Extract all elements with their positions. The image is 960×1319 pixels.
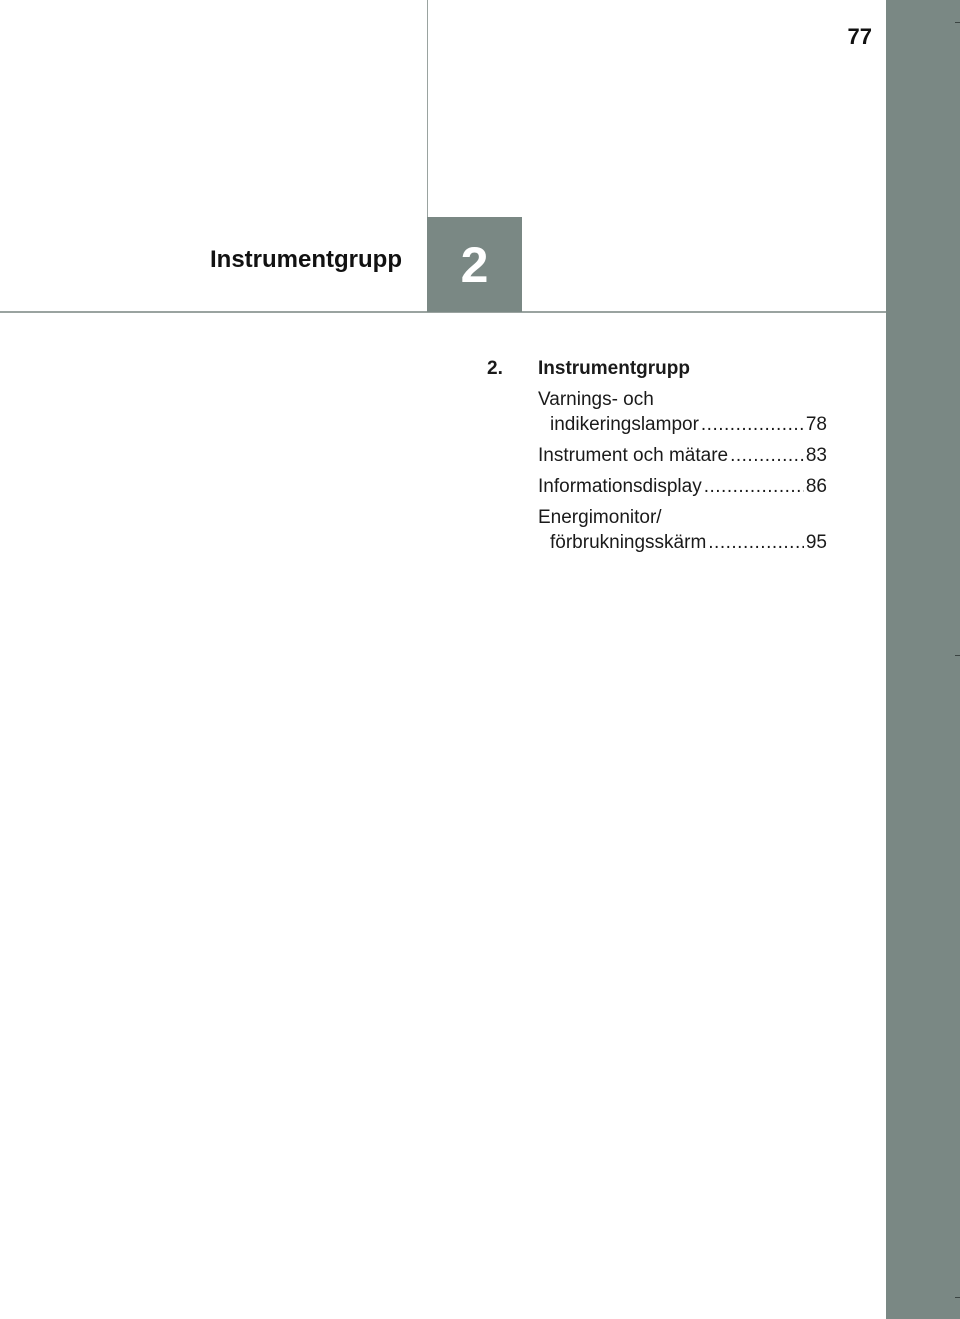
leader-dots	[701, 412, 804, 437]
toc-entry-title: Varnings- och	[538, 389, 654, 410]
toc-entry-line	[538, 505, 827, 530]
toc-entry-warning-lamps[interactable]	[538, 387, 827, 437]
crop-mark	[955, 1297, 960, 1298]
toc-entry-line	[538, 443, 827, 468]
crop-mark	[955, 22, 960, 23]
vertical-divider	[427, 0, 428, 217]
toc-section-title: Instrumentgrupp	[538, 358, 690, 379]
table-of-contents	[487, 356, 827, 561]
toc-entry-energy-monitor[interactable]	[538, 505, 827, 555]
toc-entry-title: Energimonitor/	[538, 507, 662, 528]
toc-entry-page: 83	[805, 445, 827, 466]
toc-section-number: 2.	[487, 358, 503, 379]
toc-entry-title-cont: indikeringslampor	[550, 414, 699, 435]
toc-entry-page: 78	[805, 414, 827, 435]
toc-entry-title: Informationsdisplay	[538, 476, 702, 497]
toc-entry-info-display[interactable]	[538, 474, 827, 499]
crop-mark	[955, 655, 960, 656]
toc-entry-gauges[interactable]	[538, 443, 827, 468]
chapter-number: 2	[460, 236, 489, 293]
toc-entry-line	[538, 474, 827, 499]
toc-entry-title-cont: förbrukningsskärm	[550, 532, 707, 553]
leader-dots	[730, 443, 804, 468]
chapter-number-box	[427, 217, 522, 312]
leader-dots	[708, 530, 804, 555]
toc-entry-page: 86	[805, 476, 827, 497]
toc-entry-title: Instrument och mätare	[538, 445, 729, 466]
leader-dots	[704, 474, 804, 499]
toc-entry-line	[538, 387, 827, 412]
toc-entry-line	[538, 530, 827, 555]
side-thumb-tab	[886, 0, 960, 1319]
chapter-title: Instrumentgrupp	[210, 246, 402, 273]
toc-entry-line	[538, 412, 827, 437]
toc-entry-page: 95	[805, 532, 827, 553]
toc-section-heading	[487, 356, 827, 381]
page-number: 77	[847, 24, 872, 49]
